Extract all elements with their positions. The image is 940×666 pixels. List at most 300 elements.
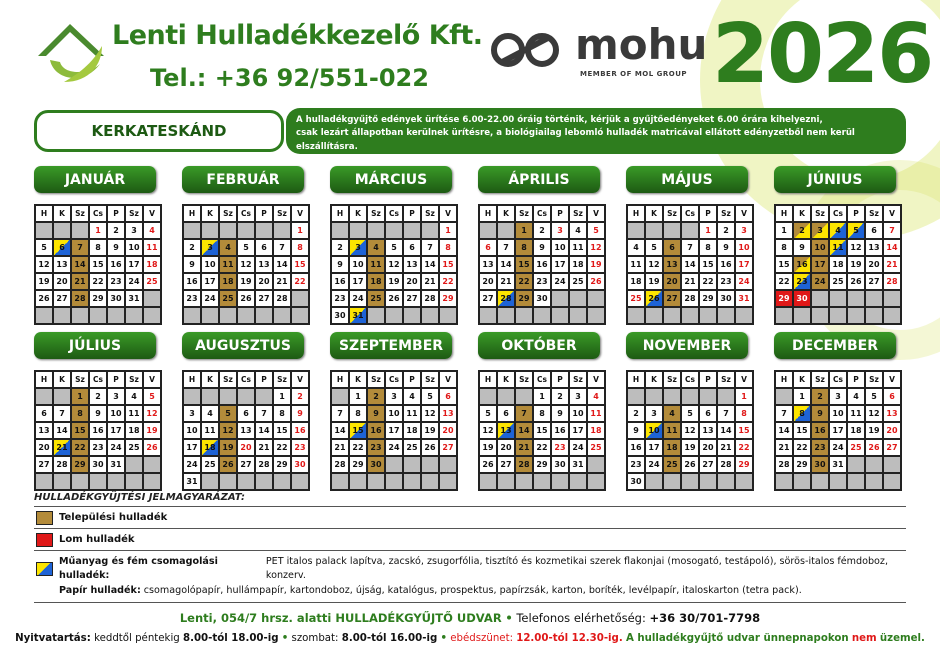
month-calendar [34, 332, 156, 491]
month-grid [182, 204, 310, 325]
weekday-header: Sz [865, 205, 883, 222]
day-cell: 12 [587, 239, 605, 256]
day-cell: 26 [479, 456, 497, 473]
day-cell: 6 [883, 388, 901, 405]
day-cell: 13 [255, 256, 273, 273]
month-title: DECEMBER [774, 332, 896, 359]
day-cell: 17 [385, 422, 403, 439]
weekday-header: K [497, 371, 515, 388]
empty-cell [367, 473, 385, 490]
weekday-header: Cs [681, 371, 699, 388]
day-cell: 17 [349, 273, 367, 290]
swatch-brown [36, 511, 53, 525]
day-cell: 26 [237, 290, 255, 307]
empty-cell [829, 473, 847, 490]
day-cell: 28 [421, 290, 439, 307]
day-cell: 28 [53, 456, 71, 473]
day-cell: 11 [219, 256, 237, 273]
weekday-header: H [331, 205, 349, 222]
day-cell: 23 [331, 290, 349, 307]
empty-cell [699, 307, 717, 324]
empty-cell [219, 388, 237, 405]
empty-cell [515, 388, 533, 405]
weekday-header: H [479, 205, 497, 222]
day-cell: 16 [717, 256, 735, 273]
day-cell: 27 [255, 290, 273, 307]
lunch-label: ebédszünet: [450, 633, 513, 644]
day-cell: 9 [811, 405, 829, 422]
day-cell: 24 [183, 456, 201, 473]
company-name: Lenti Hulladékkezelő Kft. [112, 20, 483, 51]
empty-cell [201, 473, 219, 490]
day-cell: 25 [201, 456, 219, 473]
day-cell: 16 [793, 256, 811, 273]
day-cell: 27 [439, 439, 457, 456]
empty-cell [349, 222, 367, 239]
empty-cell [237, 473, 255, 490]
weekday-header: P [699, 205, 717, 222]
day-cell: 15 [699, 256, 717, 273]
day-cell: 25 [627, 290, 645, 307]
day-cell: 29 [735, 456, 753, 473]
day-cell: 25 [829, 273, 847, 290]
empty-cell [183, 222, 201, 239]
empty-cell [587, 456, 605, 473]
weekday-header: K [793, 205, 811, 222]
day-cell: 21 [255, 439, 273, 456]
day-cell: 2 [717, 222, 735, 239]
weekday-header: P [551, 205, 569, 222]
day-cell: 24 [125, 273, 143, 290]
day-cell: 22 [515, 273, 533, 290]
day-cell: 10 [385, 405, 403, 422]
month-grid [330, 370, 458, 491]
month-grid [626, 204, 754, 325]
weekday-header: Cs [89, 371, 107, 388]
day-cell: 2 [551, 388, 569, 405]
day-cell: 27 [53, 290, 71, 307]
day-cell: 19 [385, 273, 403, 290]
empty-cell [497, 222, 515, 239]
empty-cell [775, 388, 793, 405]
day-cell: 1 [735, 388, 753, 405]
day-cell: 8 [349, 405, 367, 422]
day-cell: 30 [793, 290, 811, 307]
yard-address: Lenti, 054/7 hrsz. alatti HULLADÉKGYŰJTŐ UDVAR [179, 611, 502, 625]
day-cell: 28 [515, 456, 533, 473]
empty-cell [53, 473, 71, 490]
day-cell: 24 [645, 456, 663, 473]
day-cell: 8 [735, 405, 753, 422]
day-cell: 6 [53, 239, 71, 256]
day-cell: 7 [421, 239, 439, 256]
yard-phone-label: Telefonos elérhetőség: [516, 611, 646, 625]
day-cell: 16 [89, 422, 107, 439]
empty-cell [883, 473, 901, 490]
weekday-header: Sz [717, 371, 735, 388]
day-cell: 20 [403, 273, 421, 290]
day-cell: 16 [811, 422, 829, 439]
empty-cell [143, 473, 161, 490]
day-cell: 12 [479, 422, 497, 439]
empty-cell [811, 290, 829, 307]
empty-cell [53, 222, 71, 239]
day-cell: 9 [89, 405, 107, 422]
day-cell: 5 [847, 222, 865, 239]
empty-cell [219, 473, 237, 490]
month-calendar [774, 166, 896, 325]
day-cell: 15 [291, 256, 309, 273]
day-cell: 22 [439, 273, 457, 290]
day-cell: 26 [587, 273, 605, 290]
day-cell: 6 [699, 405, 717, 422]
weekday-header: K [349, 371, 367, 388]
day-cell: 10 [349, 256, 367, 273]
month-grid [774, 204, 902, 325]
day-cell: 23 [793, 273, 811, 290]
empty-cell [35, 307, 53, 324]
day-cell: 1 [71, 388, 89, 405]
day-cell: 20 [237, 439, 255, 456]
weekday-header: Sz [865, 371, 883, 388]
empty-cell [403, 307, 421, 324]
month-calendar [478, 166, 600, 325]
day-cell: 29 [775, 290, 793, 307]
day-cell: 11 [663, 422, 681, 439]
day-cell: 5 [587, 222, 605, 239]
day-cell: 7 [717, 405, 735, 422]
weekday-header: K [53, 205, 71, 222]
weekday-header: H [479, 371, 497, 388]
day-cell: 1 [699, 222, 717, 239]
month-title: JANUÁR [34, 166, 156, 193]
day-cell: 15 [793, 422, 811, 439]
empty-cell [645, 473, 663, 490]
empty-cell [255, 307, 273, 324]
weekday-header: Cs [533, 205, 551, 222]
empty-cell [367, 222, 385, 239]
weekday-header: H [183, 205, 201, 222]
day-cell: 23 [367, 439, 385, 456]
day-cell: 17 [201, 273, 219, 290]
weekday-header: Cs [385, 205, 403, 222]
weekday-header: Cs [89, 205, 107, 222]
day-cell: 16 [107, 256, 125, 273]
day-cell: 27 [479, 290, 497, 307]
day-cell: 21 [775, 439, 793, 456]
weekday-header: Cs [385, 371, 403, 388]
day-cell: 18 [403, 422, 421, 439]
day-cell: 16 [291, 422, 309, 439]
day-cell: 8 [775, 239, 793, 256]
month-grid [34, 204, 162, 325]
weekday-header: Sz [515, 371, 533, 388]
day-cell: 26 [645, 290, 663, 307]
empty-cell [183, 388, 201, 405]
weekday-header: Sz [811, 371, 829, 388]
day-cell: 2 [367, 388, 385, 405]
empty-cell [847, 456, 865, 473]
day-cell: 13 [479, 256, 497, 273]
month-title: FEBRUÁR [182, 166, 304, 193]
day-cell: 14 [681, 256, 699, 273]
day-cell: 25 [587, 439, 605, 456]
day-cell: 6 [663, 239, 681, 256]
day-cell: 29 [89, 290, 107, 307]
day-cell: 30 [89, 456, 107, 473]
weekday-header: Cs [829, 205, 847, 222]
mohu-logo-icon [488, 28, 564, 72]
day-cell: 31 [735, 290, 753, 307]
day-cell: 26 [847, 273, 865, 290]
empty-cell [865, 456, 883, 473]
day-cell: 11 [847, 405, 865, 422]
day-cell: 5 [237, 239, 255, 256]
bullet: • [505, 611, 513, 625]
empty-cell [681, 307, 699, 324]
day-cell: 22 [699, 273, 717, 290]
day-cell: 2 [331, 239, 349, 256]
day-cell: 25 [847, 439, 865, 456]
day-cell: 6 [237, 405, 255, 422]
day-cell: 29 [349, 456, 367, 473]
day-cell: 22 [291, 273, 309, 290]
empty-cell [479, 388, 497, 405]
day-cell: 9 [183, 256, 201, 273]
day-cell: 16 [331, 273, 349, 290]
empty-cell [829, 307, 847, 324]
day-cell: 2 [89, 388, 107, 405]
empty-cell [403, 473, 421, 490]
empty-cell [735, 473, 753, 490]
day-cell: 11 [143, 239, 161, 256]
weekday-header: Cs [681, 205, 699, 222]
day-cell: 21 [71, 273, 89, 290]
empty-cell [273, 307, 291, 324]
day-cell: 24 [201, 290, 219, 307]
day-cell: 28 [883, 273, 901, 290]
day-cell: 10 [811, 239, 829, 256]
day-cell: 1 [793, 388, 811, 405]
day-cell: 3 [829, 388, 847, 405]
empty-cell [847, 307, 865, 324]
day-cell: 15 [349, 422, 367, 439]
day-cell: 13 [663, 256, 681, 273]
day-cell: 27 [497, 456, 515, 473]
empty-cell [717, 473, 735, 490]
empty-cell [587, 473, 605, 490]
weekday-header: Cs [533, 371, 551, 388]
day-cell: 4 [587, 388, 605, 405]
day-cell: 4 [663, 405, 681, 422]
day-cell: 17 [569, 422, 587, 439]
day-cell: 14 [775, 422, 793, 439]
day-cell: 30 [811, 456, 829, 473]
day-cell: 11 [201, 422, 219, 439]
day-cell: 20 [663, 273, 681, 290]
month-calendar [330, 332, 452, 491]
empty-cell [865, 473, 883, 490]
day-cell: 26 [143, 439, 161, 456]
empty-cell [183, 307, 201, 324]
day-cell: 5 [865, 388, 883, 405]
day-cell: 6 [479, 239, 497, 256]
bullet: • [281, 633, 289, 644]
day-cell: 8 [89, 239, 107, 256]
day-cell: 10 [183, 422, 201, 439]
day-cell: 20 [883, 422, 901, 439]
holiday-nem: nem [851, 633, 877, 644]
day-cell: 17 [551, 256, 569, 273]
saturday-label: szombat: [291, 633, 339, 644]
mohu-subtitle: MEMBER OF MOL GROUP [580, 70, 688, 78]
weekday-header: Sz [367, 371, 385, 388]
day-cell: 3 [349, 239, 367, 256]
day-cell: 28 [681, 290, 699, 307]
day-cell: 8 [291, 239, 309, 256]
day-cell: 24 [811, 273, 829, 290]
month-grid [626, 370, 754, 491]
day-cell: 6 [497, 405, 515, 422]
day-cell: 25 [367, 290, 385, 307]
month-grid [478, 204, 606, 325]
day-cell: 11 [125, 405, 143, 422]
day-cell: 2 [291, 388, 309, 405]
empty-cell [89, 307, 107, 324]
day-cell: 18 [219, 273, 237, 290]
legend-item-selective [34, 550, 906, 603]
empty-cell [89, 473, 107, 490]
day-cell: 30 [627, 473, 645, 490]
empty-cell [201, 307, 219, 324]
day-cell: 7 [331, 405, 349, 422]
day-cell: 10 [735, 239, 753, 256]
day-cell: 10 [125, 239, 143, 256]
empty-cell [681, 388, 699, 405]
day-cell: 7 [681, 239, 699, 256]
open-label: Nyitvatartás: [15, 633, 91, 644]
day-cell: 2 [183, 239, 201, 256]
empty-cell [735, 307, 753, 324]
day-cell: 27 [699, 456, 717, 473]
day-cell: 20 [497, 439, 515, 456]
empty-cell [125, 307, 143, 324]
day-cell: 7 [53, 405, 71, 422]
day-cell: 1 [89, 222, 107, 239]
day-cell: 18 [569, 256, 587, 273]
empty-cell [403, 222, 421, 239]
day-cell: 11 [829, 239, 847, 256]
day-cell: 4 [367, 239, 385, 256]
day-cell: 4 [847, 388, 865, 405]
day-cell: 15 [273, 422, 291, 439]
day-cell: 24 [107, 439, 125, 456]
day-cell: 21 [273, 273, 291, 290]
weekday-header: P [551, 371, 569, 388]
day-cell: 10 [569, 405, 587, 422]
empty-cell [219, 222, 237, 239]
day-cell: 14 [883, 239, 901, 256]
day-cell: 3 [551, 222, 569, 239]
month-calendar [34, 166, 156, 325]
empty-cell [551, 473, 569, 490]
empty-cell [53, 307, 71, 324]
empty-cell [367, 307, 385, 324]
month-title: SZEPTEMBER [330, 332, 452, 359]
paper-label: Papír hulladék: [59, 584, 141, 596]
day-cell: 25 [403, 439, 421, 456]
day-cell: 9 [793, 239, 811, 256]
empty-cell [645, 388, 663, 405]
weekday-header: V [143, 205, 161, 222]
day-cell: 21 [681, 273, 699, 290]
day-cell: 27 [883, 439, 901, 456]
empty-cell [107, 307, 125, 324]
day-cell: 30 [367, 456, 385, 473]
weekday-header: Sz [717, 205, 735, 222]
month-grid [478, 370, 606, 491]
empty-cell [273, 222, 291, 239]
notice-line: csak lezárt állapotban kerülnek ürítésre, a biológiailag lebomló hulladék matricával ellátott edényzetből nem kerül elszállításra. [296, 128, 855, 152]
day-cell: 23 [89, 439, 107, 456]
day-cell: 4 [125, 388, 143, 405]
day-cell: 14 [717, 422, 735, 439]
empty-cell [291, 290, 309, 307]
empty-cell [479, 473, 497, 490]
day-cell: 19 [865, 422, 883, 439]
day-cell: 3 [569, 388, 587, 405]
month-calendar [182, 166, 304, 325]
empty-cell [143, 290, 161, 307]
day-cell: 31 [125, 290, 143, 307]
day-cell: 10 [551, 239, 569, 256]
weekday-header: Sz [569, 205, 587, 222]
weekday-header: K [201, 371, 219, 388]
day-cell: 22 [775, 273, 793, 290]
day-cell: 19 [587, 256, 605, 273]
day-cell: 13 [35, 422, 53, 439]
day-cell: 8 [515, 239, 533, 256]
day-cell: 5 [479, 405, 497, 422]
day-cell: 18 [627, 273, 645, 290]
day-cell: 20 [35, 439, 53, 456]
weekday-header: H [331, 371, 349, 388]
month-title: JÚLIUS [34, 332, 156, 359]
day-cell: 21 [421, 273, 439, 290]
day-cell: 1 [291, 222, 309, 239]
weekday-header: P [107, 371, 125, 388]
day-cell: 21 [53, 439, 71, 456]
empty-cell [645, 222, 663, 239]
day-cell: 18 [143, 256, 161, 273]
collection-yard-line [0, 611, 940, 625]
day-cell: 22 [735, 439, 753, 456]
empty-cell [811, 473, 829, 490]
weekday-header: V [735, 205, 753, 222]
empty-cell [53, 388, 71, 405]
day-cell: 30 [331, 307, 349, 324]
day-cell: 13 [53, 256, 71, 273]
empty-cell [681, 222, 699, 239]
empty-cell [533, 473, 551, 490]
year-title: 2026 [712, 7, 933, 102]
day-cell: 20 [439, 422, 457, 439]
legend-item [34, 506, 906, 528]
day-cell: 28 [497, 290, 515, 307]
day-cell: 28 [273, 290, 291, 307]
weekday-header: V [587, 371, 605, 388]
day-cell: 19 [645, 273, 663, 290]
